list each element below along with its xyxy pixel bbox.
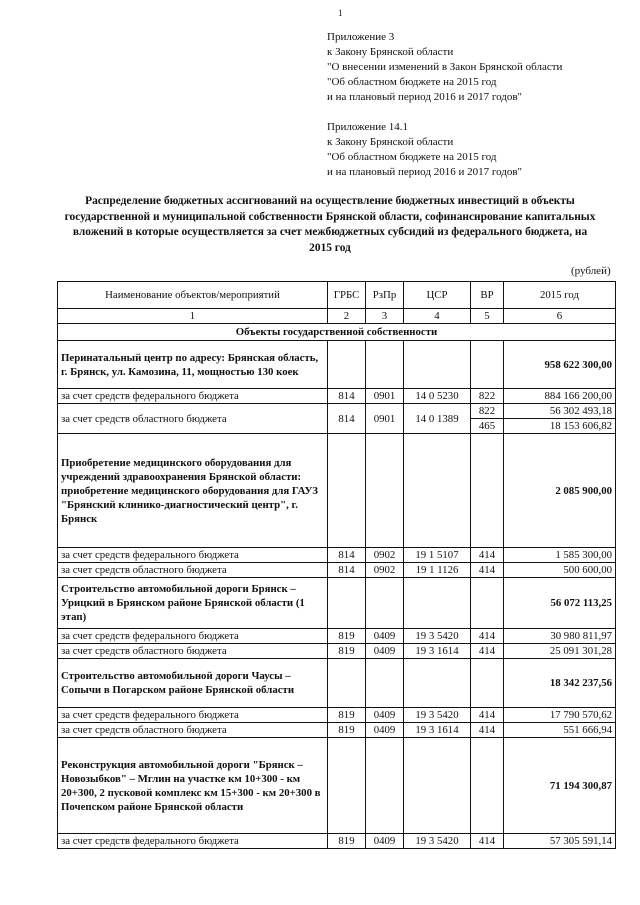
annex-14-1-line: "Об областном бюджете на 2015 год [327, 151, 497, 163]
funding-amount: 57 305 591,14 [504, 834, 616, 849]
vr-code: 465 [471, 418, 503, 433]
grbs-code: 819 [328, 629, 366, 644]
section-row [58, 324, 616, 341]
vr-code: 822 [478, 405, 496, 417]
object-name: Перинатальный центр по адресу: Брянская область, г. Брянск, ул. Камозина, 11, мощностью 130 коек [58, 341, 328, 389]
column-number: 4 [404, 309, 471, 324]
column-number: 6 [504, 309, 616, 324]
annex-3-line: Приложение 3 [327, 31, 395, 43]
budget-table [57, 281, 616, 849]
page-number: 1 [338, 8, 343, 18]
funding-label: за счет средств областного бюджета [58, 404, 328, 434]
grbs-code: 814 [328, 548, 366, 563]
csr-code: 19 3 1614 [404, 723, 471, 738]
object-total: 2 085 900,00 [504, 434, 616, 548]
header-row [58, 282, 616, 309]
section-title: Объекты государственной собственности [58, 324, 616, 341]
annex-3-line: "Об областном бюджете на 2015 год [327, 76, 497, 88]
funding-label: за счет средств федерального бюджета [58, 834, 328, 849]
object-name: Строительство автомобильной дороги Чаусы – Сопычи в Погарском районе Брянской области [58, 659, 328, 708]
header-vr: ВР [471, 282, 504, 309]
rzpr-code: 0902 [366, 563, 404, 578]
object-row [58, 578, 616, 629]
funding-label: за счет средств федерального бюджета [58, 548, 328, 563]
object-total: 958 622 300,00 [504, 341, 616, 389]
vr-code: 414 [471, 548, 504, 563]
funding-amount: 18 153 606,82 [504, 418, 615, 433]
vr-code-stack [471, 404, 504, 434]
funding-row [58, 389, 616, 404]
document-title: Распределение бюджетных ассигнований на осуществление бюджетных инвестиций в объекты государственной и муниципальной собственности Брянской области, софинансирование капитальных вложений в которые осуществляется за счет межбюджетных субсидий из федерального бюджета, на 2015 год [64, 195, 596, 254]
rzpr-code: 0901 [366, 404, 404, 434]
grbs-code: 814 [328, 404, 366, 434]
csr-code: 19 3 5420 [404, 629, 471, 644]
object-row [58, 341, 616, 389]
object-name: Строительство автомобильной дороги Брянск – Урицкий в Брянском районе Брянской области (1 этап) [58, 578, 328, 629]
annex-14-1-line: к Закону Брянской области [327, 136, 454, 148]
object-row [58, 434, 616, 548]
vr-code: 822 [471, 389, 504, 404]
funding-amount: 25 091 301,28 [504, 644, 616, 659]
funding-row [58, 404, 616, 434]
funding-row [58, 834, 616, 849]
header-year: 2015 год [504, 282, 616, 309]
funding-row [58, 563, 616, 578]
column-number: 5 [471, 309, 504, 324]
currency-unit: (рублей) [571, 265, 611, 277]
funding-label: за счет средств федерального бюджета [58, 708, 328, 723]
funding-amount: 884 166 200,00 [504, 389, 616, 404]
grbs-code: 819 [328, 644, 366, 659]
funding-amount: 551 666,94 [504, 723, 616, 738]
funding-label: за счет средств федерального бюджета [58, 629, 328, 644]
header-name: Наименование объектов/мероприятий [58, 282, 328, 309]
column-number: 3 [366, 309, 404, 324]
rzpr-code: 0409 [366, 723, 404, 738]
funding-amount: 500 600,00 [504, 563, 616, 578]
funding-row [58, 548, 616, 563]
funding-amount: 56 302 493,18 [549, 405, 612, 417]
grbs-code: 814 [328, 389, 366, 404]
header-grbs: ГРБС [328, 282, 366, 309]
column-number: 1 [58, 309, 328, 324]
grbs-code: 819 [328, 834, 366, 849]
csr-code: 19 1 1126 [404, 563, 471, 578]
vr-code: 414 [471, 723, 504, 738]
vr-code: 414 [471, 644, 504, 659]
funding-label: за счет средств областного бюджета [58, 723, 328, 738]
csr-code: 14 0 5230 [404, 389, 471, 404]
object-row [58, 738, 616, 834]
annex-3-block [327, 30, 562, 105]
object-total: 56 072 113,25 [504, 578, 616, 629]
header-csr: ЦСР [404, 282, 471, 309]
object-row [58, 659, 616, 708]
annex-14-1-line: и на плановый период 2016 и 2017 годов" [327, 166, 523, 178]
rzpr-code: 0409 [366, 834, 404, 849]
funding-row [58, 644, 616, 659]
grbs-code: 814 [328, 563, 366, 578]
annex-3-line: к Закону Брянской области [327, 46, 454, 58]
funding-row [58, 708, 616, 723]
annex-14-1-line: Приложение 14.1 [327, 121, 409, 133]
csr-code: 14 0 1389 [404, 404, 471, 434]
funding-label: за счет средств федерального бюджета [58, 389, 328, 404]
csr-code: 19 3 5420 [404, 834, 471, 849]
csr-code: 19 1 5107 [404, 548, 471, 563]
object-total: 18 342 237,56 [504, 659, 616, 708]
object-name: Приобретение медицинского оборудования для учреждений здравоохранения Брянской области: приобретение медицинского оборудования для ГАУЗ "Брянский клинико-диагностический центр", г. Брянск [58, 434, 328, 548]
funding-amount: 17 790 570,62 [504, 708, 616, 723]
column-number: 2 [328, 309, 366, 324]
funding-amount: 1 585 300,00 [504, 548, 616, 563]
rzpr-code: 0901 [366, 389, 404, 404]
rzpr-code: 0409 [366, 644, 404, 659]
object-total: 71 194 300,87 [504, 738, 616, 834]
funding-amount: 30 980 811,97 [504, 629, 616, 644]
funding-label: за счет средств областного бюджета [58, 644, 328, 659]
funding-amount-stack [504, 404, 616, 434]
annex-14-1-block [327, 120, 522, 180]
grbs-code: 819 [328, 708, 366, 723]
funding-row [58, 629, 616, 644]
vr-code: 414 [471, 563, 504, 578]
annex-3-line: и на плановый период 2016 и 2017 годов" [327, 91, 523, 103]
csr-code: 19 3 5420 [404, 708, 471, 723]
funding-row [58, 723, 616, 738]
vr-code: 414 [471, 708, 504, 723]
rzpr-code: 0409 [366, 629, 404, 644]
header-rzpr: РзПр [366, 282, 404, 309]
funding-label: за счет средств областного бюджета [58, 563, 328, 578]
object-name: Реконструкция автомобильной дороги "Брянск – Новозыбков" – Мглин на участке км 10+300 - км 20+300, 2 пусковой комплекс км 15+300 - км 20+300 в Почепском районе Брянской области [58, 738, 328, 834]
rzpr-code: 0902 [366, 548, 404, 563]
rzpr-code: 0409 [366, 708, 404, 723]
vr-code: 414 [471, 834, 504, 849]
csr-code: 19 3 1614 [404, 644, 471, 659]
annex-3-line: "О внесении изменений в Закон Брянской области [327, 61, 563, 73]
grbs-code: 819 [328, 723, 366, 738]
column-number-row [58, 309, 616, 324]
vr-code: 414 [471, 629, 504, 644]
